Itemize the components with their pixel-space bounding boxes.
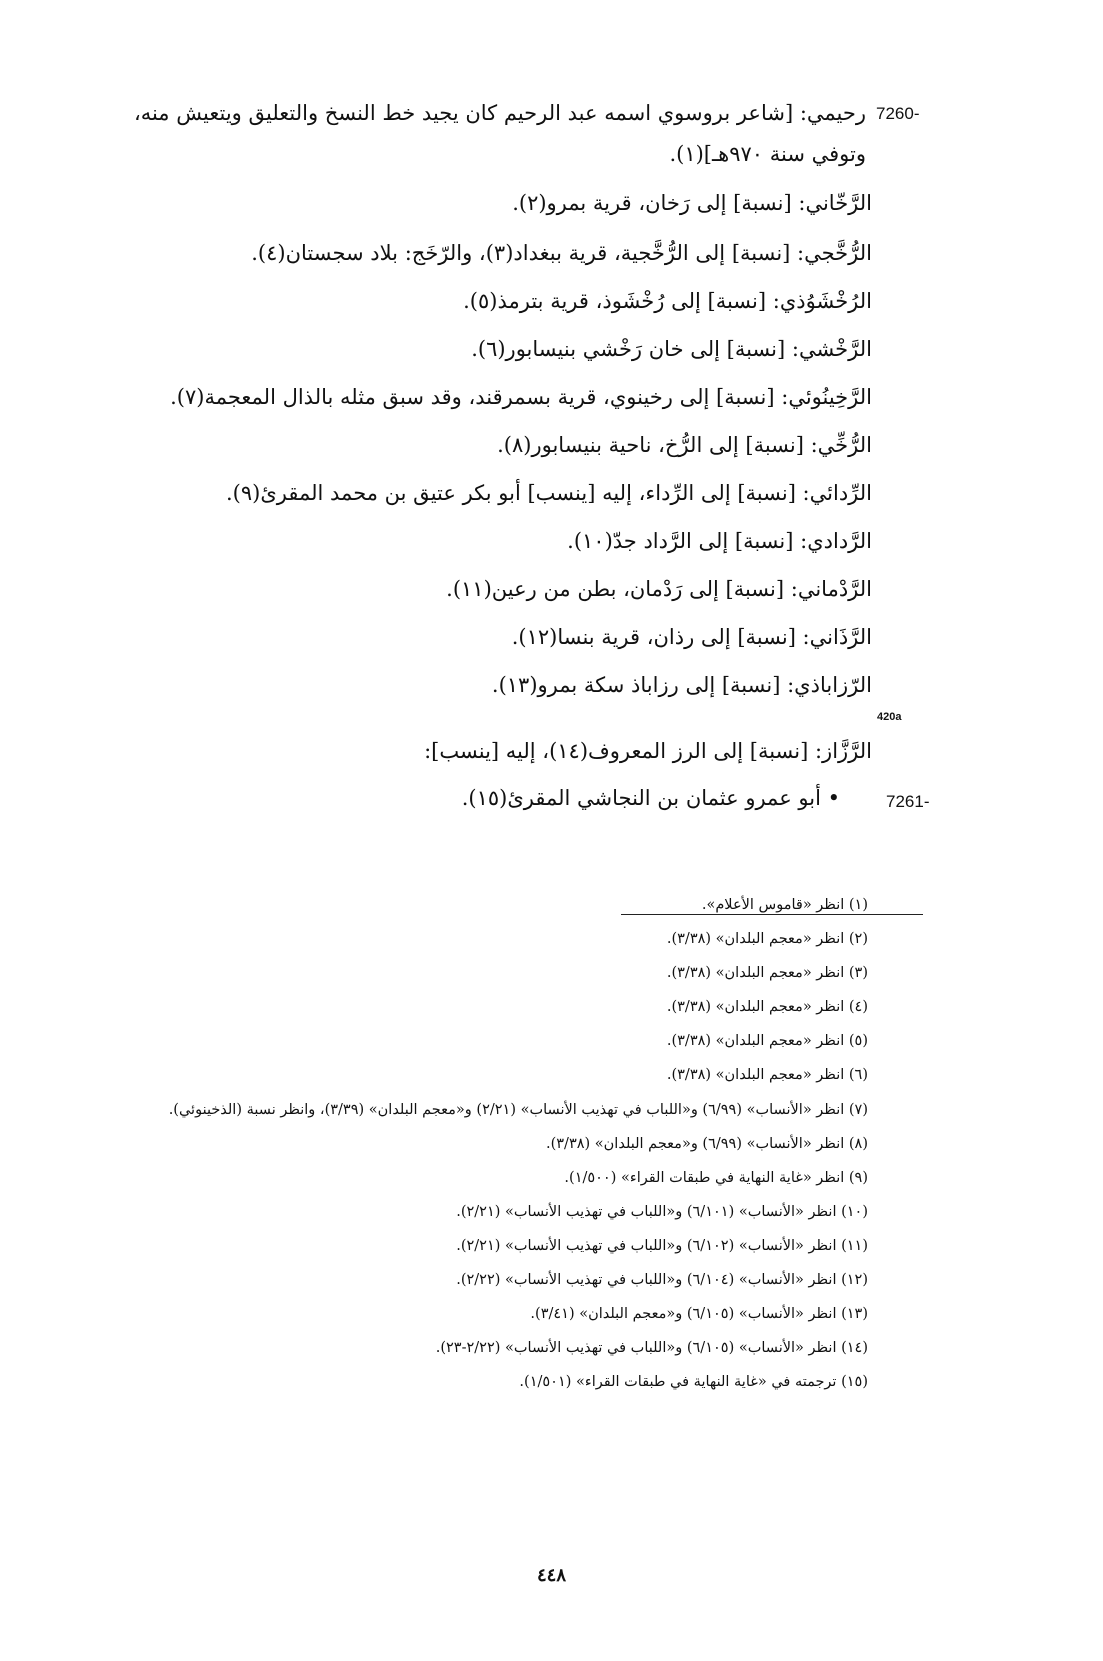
- entry-line: وتوفي سنة ٩٧٠هـ](١).: [669, 142, 866, 166]
- footnote: (٥) انظر «معجم البلدان» (٣/٣٨).: [666, 1033, 868, 1049]
- nisba-entry: الرّزاباذي: [نسبة] إلى رزاباذ سكة بمرو(١٣).: [491, 673, 872, 697]
- footnote: (١٢) انظر «الأنساب» (٦/١٠٤) و«اللباب في تهذيب الأنساب» (٢/٢٢).: [456, 1272, 868, 1288]
- footnote: (١٤) انظر «الأنساب» (٦/١٠٥) و«اللباب في تهذيب الأنساب» (٢/٢٢-٢٣).: [435, 1340, 868, 1356]
- footnote: (١) انظر «قاموس الأعلام».: [701, 897, 868, 913]
- nisba-entry: الرَّخّاني: [نسبة] إلى رَخان، قرية بمرو(٢).: [512, 191, 872, 215]
- nisba-entry: الرَّخْشي: [نسبة] إلى خان رَخْشي بنيسابور(٦).: [471, 337, 872, 361]
- nisba-entry: الرَّدادي: [نسبة] إلى الرَّداد جدّ(١٠).: [567, 529, 872, 553]
- nisba-entry: الرُّخَّجي: [نسبة] إلى الرُّخَّجية، قرية ببغداد(٣)، والرّخَج: بلاد سجستان(٤).: [251, 241, 872, 265]
- nisba-entry: الرَّخِينُوئي: [نسبة] إلى رخينوي، قرية بسمرقند، وقد سبق مثله بالذال المعجمة(٧).: [170, 385, 872, 409]
- nisba-entry: الرَّزَّاز: [نسبة] إلى الرز المعروف(١٤)، إليه [ينسب]:: [424, 739, 872, 763]
- nisba-entry: الرَّدْماني: [نسبة] إلى رَدْمان، بطن من رعين(١١).: [446, 577, 872, 601]
- page-number: ٤٤٨: [536, 1565, 566, 1586]
- marginal-folio-note: 420a: [877, 711, 902, 723]
- nisba-entry: الرُّخِّي: [نسبة] إلى الرُّخ، ناحية بنيسابور(٨).: [497, 433, 872, 457]
- entry-number: 7260-: [876, 104, 920, 123]
- footnote: (٩) انظر «غاية النهاية في طبقات القراء» (١/٥٠٠).: [564, 1170, 868, 1186]
- nisba-entry: الرَّذَاني: [نسبة] إلى رذان، قرية بنسا(١٢).: [511, 625, 872, 649]
- footnote: (٣) انظر «معجم البلدان» (٣/٣٨).: [666, 965, 868, 981]
- footnote: (١٥) ترجمته في «غاية النهاية في طبقات القراء» (١/٥٠١).: [519, 1374, 868, 1390]
- footnote: (١٣) انظر «الأنساب» (٦/١٠٥) و«معجم البلدان» (٣/٤١).: [530, 1306, 868, 1322]
- footnote: (٨) انظر «الأنساب» (٦/٩٩) و«معجم البلدان» (٣/٣٨).: [545, 1136, 868, 1152]
- nisba-entry: الرُخْشَوُذي: [نسبة] إلى رُخْشَوذ، قرية بترمذ(٥).: [463, 289, 872, 313]
- footnote: (٦) انظر «معجم البلدان» (٣/٣٨).: [666, 1067, 868, 1083]
- footnote: (١١) انظر «الأنساب» (٦/١٠٢) و«اللباب في تهذيب الأنساب» (٢/٢١).: [456, 1238, 868, 1254]
- entry-number: 7261-: [886, 792, 930, 811]
- nisba-entry: الرِّدائي: [نسبة] إلى الرِّداء، إليه [ينسب] أبو بكر عتيق بن محمد المقرئ(٩).: [225, 481, 872, 505]
- footnote: (٢) انظر «معجم البلدان» (٣/٣٨).: [666, 931, 868, 947]
- entry-line: رحيمي: [شاعر بروسوي اسمه عبد الرحيم كان يجيد خط النسخ والتعليق ويتعيش منه،: [133, 101, 866, 125]
- footnote: (٧) انظر «الأنساب» (٦/٩٩) و«اللباب في تهذيب الأنساب» (٢/٢١) و«معجم البلدان» (٣/٣٩)، وانظر نسبة (الذخينوئي).: [168, 1102, 868, 1118]
- footnote: (٤) انظر «معجم البلدان» (٣/٣٨).: [666, 999, 868, 1015]
- footnote: (١٠) انظر «الأنساب» (٦/١٠١) و«اللباب في تهذيب الأنساب» (٢/٢١).: [456, 1204, 868, 1220]
- entry-line: • أبو عمرو عثمان بن النجاشي المقرئ(١٥).: [461, 786, 840, 810]
